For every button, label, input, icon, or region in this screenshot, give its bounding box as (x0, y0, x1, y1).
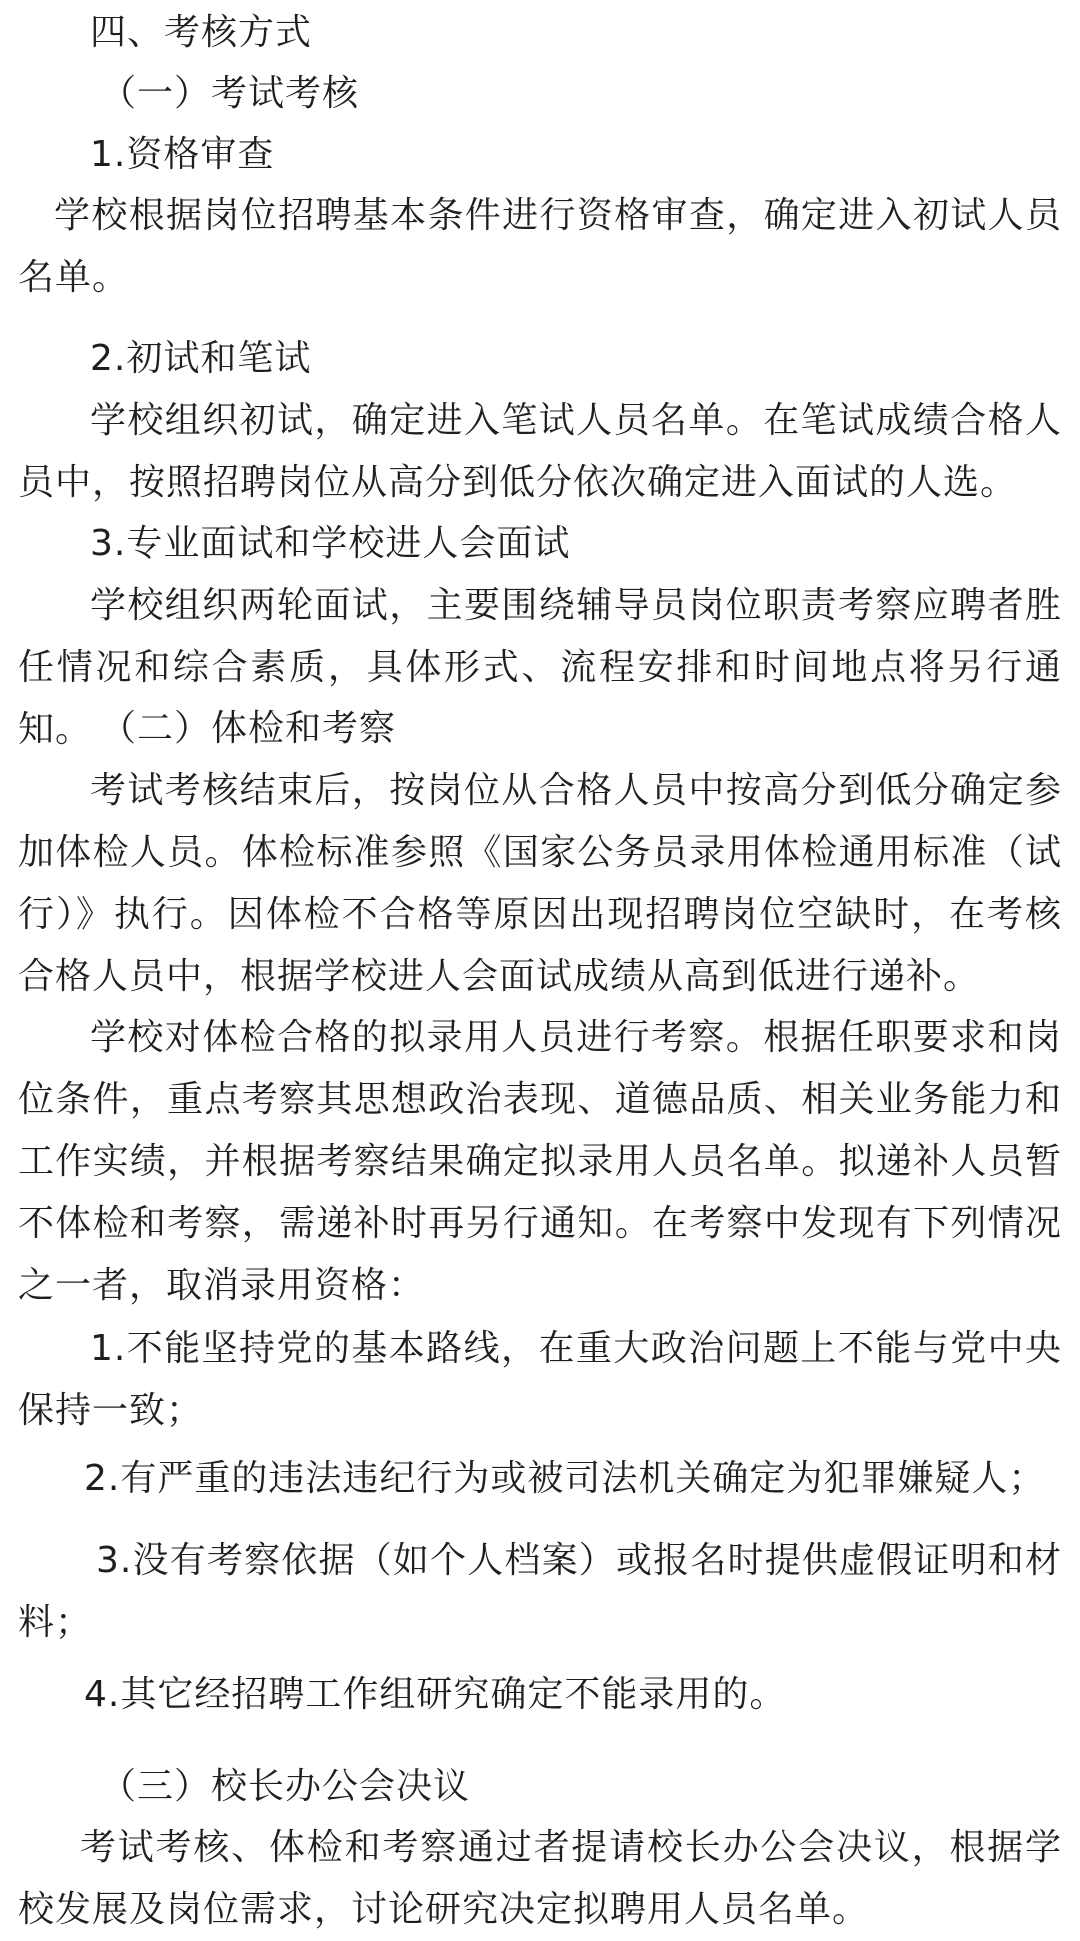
section-title-checkup: （二）体检和考察 (100, 708, 397, 749)
inspection-paragraph: 学校对体检合格的拟录用人员进行考察。根据任职要求和岗位条件，重点考察其思想政治表现、道德品质、相关业务能力和工作实绩，并根据考察结果确定拟录用人员名单。拟递补人员暂不体检和考察，需递补时再另行通知。在考察中发现有下列情况之一者，取消录用资格： (18, 1017, 1062, 1306)
main-heading: 四、考核方式 (90, 12, 313, 53)
item-body-interview: 学校组织两轮面试，主要围绕辅导员岗位职责考察应聘者胜任情况和综合素质，具体形式、流程安排和时间地点将另行通知。 (18, 585, 1062, 750)
item-body-preliminary: 学校组织初试，确定进入笔试人员名单。在笔试成绩合格人员中，按照招聘岗位从高分到低分依次确定进入面试的人选。 (18, 400, 1062, 503)
item-body-qualification: 学校根据岗位招聘基本条件进行资格审查，确定进入初试人员名单。 (18, 195, 1062, 298)
item-title-interview: 3.专业面试和学校进人会面试 (90, 523, 571, 564)
section-title-exam: （一）考试考核 (100, 73, 360, 114)
condition-item-4: 4.其它经招聘工作组研究确定不能录用的。 (84, 1674, 787, 1715)
item-title-preliminary: 2.初试和笔试 (90, 338, 312, 379)
section-title-decision: （三）校长办公会决议 (100, 1766, 471, 1807)
decision-paragraph: 考试考核、体检和考察通过者提请校长办公会决议，根据学校发展及岗位需求，讨论研究决定拟聘用人员名单。 (18, 1827, 1062, 1930)
item-title-qualification: 1.资格审查 (90, 134, 275, 175)
condition-item-2: 2.有严重的违法违纪行为或被司法机关确定为犯罪嫌疑人； (84, 1458, 1046, 1499)
checkup-paragraph: 考试考核结束后，按岗位从合格人员中按高分到低分确定参加体检人员。体检标准参照《国家公务员录用体检通用标准（试行）》执行。因体检不合格等原因出现招聘岗位空缺时，在考核合格人员中，根据学校进人会面试成绩从高到低进行递补。 (18, 770, 1062, 997)
condition-item-1: 1.不能坚持党的基本路线，在重大政治问题上不能与党中央保持一致； (18, 1328, 1062, 1431)
condition-item-3: 3.没有考察依据（如个人档案）或报名时提供虚假证明和材料； (18, 1540, 1062, 1643)
